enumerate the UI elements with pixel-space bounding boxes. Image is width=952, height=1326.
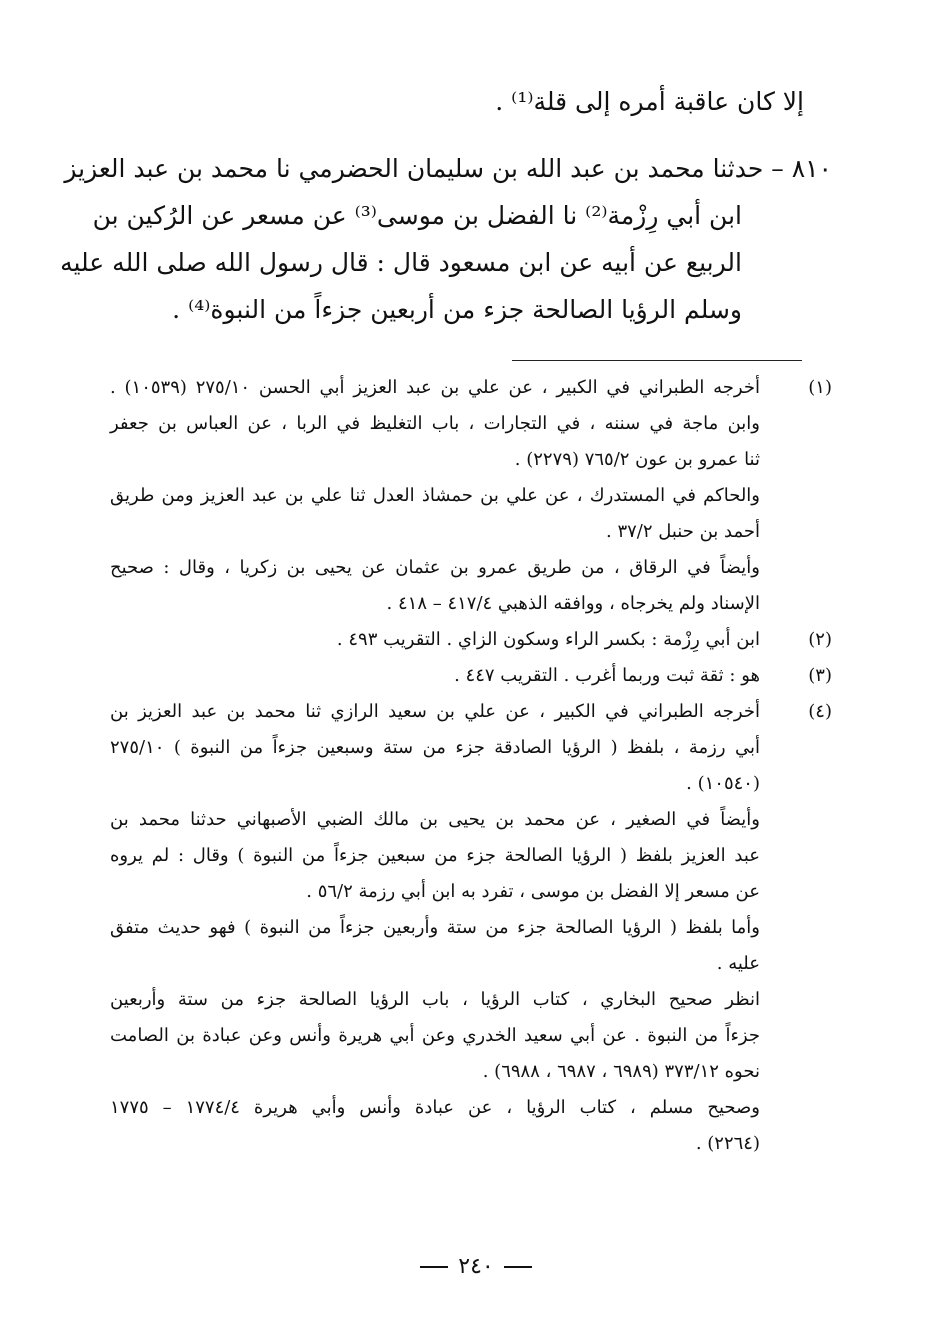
- hadith-line-4: وسلم الرؤيا الصالحة جزء من أربعين جزءاً من النبوة⁽⁴⁾ .: [172, 295, 742, 324]
- hadith-line-1: ٨١٠ – حدثنا محمد بن عبد الله بن سليمان الحضرمي نا محمد بن عبد العزيز: [64, 154, 832, 183]
- footnote-line: جزءاً من النبوة . عن أبي سعيد الخدري وعن أبي هريرة وأنس وعن عبادة بن الصامت: [110, 1025, 760, 1046]
- footnote-line: عن مسعر إلا الفضل بن موسى ، تفرد به ابن أبي رزمة ٥٦/٢ .: [306, 881, 760, 902]
- footnote-line: أحمد بن حنبل ٣٧/٢ .: [605, 521, 760, 542]
- footnote-line: وأيضاً في الصغير ، عن محمد بن يحيى بن مالك الضبي الأصبهاني حدثنا محمد بن: [110, 809, 760, 830]
- footnote-marker: (١): [808, 377, 832, 398]
- footnote-line: هو : ثقة ثبت وربما أغرب . التقريب ٤٤٧ .: [454, 665, 760, 686]
- footnote-separator: [512, 360, 802, 361]
- footnote-line: أخرجه الطبراني في الكبير ، عن علي بن سعيد الرازي ثنا محمد بن عبد العزيز بن: [110, 701, 760, 722]
- footnote-4: [110, 694, 832, 1162]
- footnote-line: عبد العزيز بلفظ ( الرؤيا الصالحة جزء من سبعين جزءاً من النبوة ) وقال : لم يروه: [110, 845, 760, 866]
- footnote-line: الإسناد ولم يخرجاه ، ووافقه الذهبي ٤١٧/٤ – ٤١٨ .: [386, 593, 760, 614]
- hadith-line-2: ابن أبي رِزْمة⁽²⁾ نا الفضل بن موسى⁽³⁾ عن مسعر عن الرُكين بن: [92, 201, 742, 230]
- footnote-line: انظر صحيح البخاري ، كتاب الرؤيا ، باب الرؤيا الصالحة جزء من ستة وأربعين: [110, 989, 760, 1010]
- footnotes-section: [110, 370, 832, 1162]
- footnote-3: [110, 658, 832, 694]
- footnote-1: [110, 370, 832, 622]
- page-number-dash-left: [420, 1266, 448, 1268]
- hadith-line-3: الربيع عن أبيه عن ابن مسعود قال : قال رسول الله صلى الله عليه: [60, 248, 742, 277]
- footnote-line: أخرجه الطبراني في الكبير ، عن علي بن عبد العزيز أبي الحسن ٢٧٥/١٠ (١٠٥٣٩) .: [110, 377, 760, 398]
- footnote-line: ثنا عمرو بن عون ٧٦٥/٢ (٢٢٧٩) .: [514, 449, 760, 470]
- footnote-marker: (٢): [808, 629, 832, 650]
- top-line-block: [120, 78, 832, 126]
- footnote-line: وأما بلفظ ( الرؤيا الصالحة جزء من ستة وأربعين جزءاً من النبوة ) فهو حديث متفق: [110, 917, 760, 938]
- footnote-line: أبي رزمة ، بلفظ ( الرؤيا الصادقة جزء من ستة وسبعين جزءاً من النبوة ) ٢٧٥/١٠: [110, 737, 760, 758]
- page-number-value: ٢٤٠: [458, 1254, 494, 1279]
- footnote-2: [110, 622, 832, 658]
- footnote-line: وأيضاً في الرقاق ، من طريق عمرو بن عثمان عن يحيى بن زكريا ، وقال : صحيح: [110, 557, 760, 578]
- page-number-dash-right: [504, 1266, 532, 1268]
- footnote-line: (١٠٥٤٠) .: [686, 773, 760, 794]
- footnote-marker: (٣): [808, 665, 832, 686]
- page-number: [0, 1252, 952, 1282]
- footnote-line: نحوه ٣٧٣/١٢ (٦٩٨٩ ، ٦٩٨٧ ، ٦٩٨٨) .: [482, 1061, 760, 1082]
- hadith-paragraph: [60, 145, 832, 333]
- footnote-line: (٢٢٦٤) .: [695, 1133, 760, 1154]
- footnote-line: ابن أبي رِزْمة : بكسر الراء وسكون الزاي . التقريب ٤٩٣ .: [336, 629, 760, 650]
- top-line: إلا كان عاقبة أمره إلى قلة⁽¹⁾ .: [495, 87, 804, 116]
- footnote-line: وصحيح مسلم ، كتاب الرؤيا ، عن عبادة وأنس وأبي هريرة ١٧٧٤/٤ – ١٧٧٥: [110, 1097, 760, 1118]
- footnote-line: والحاكم في المستدرك ، عن علي بن حمشاذ العدل ثنا علي بن عبد العزيز ومن طريق: [110, 485, 760, 506]
- footnote-line: وابن ماجة في سننه ، في التجارات ، باب التغليظ في الربا ، عن العباس بن جعفر: [110, 413, 760, 434]
- footnote-line: عليه .: [716, 953, 760, 974]
- footnote-marker: (٤): [808, 701, 832, 722]
